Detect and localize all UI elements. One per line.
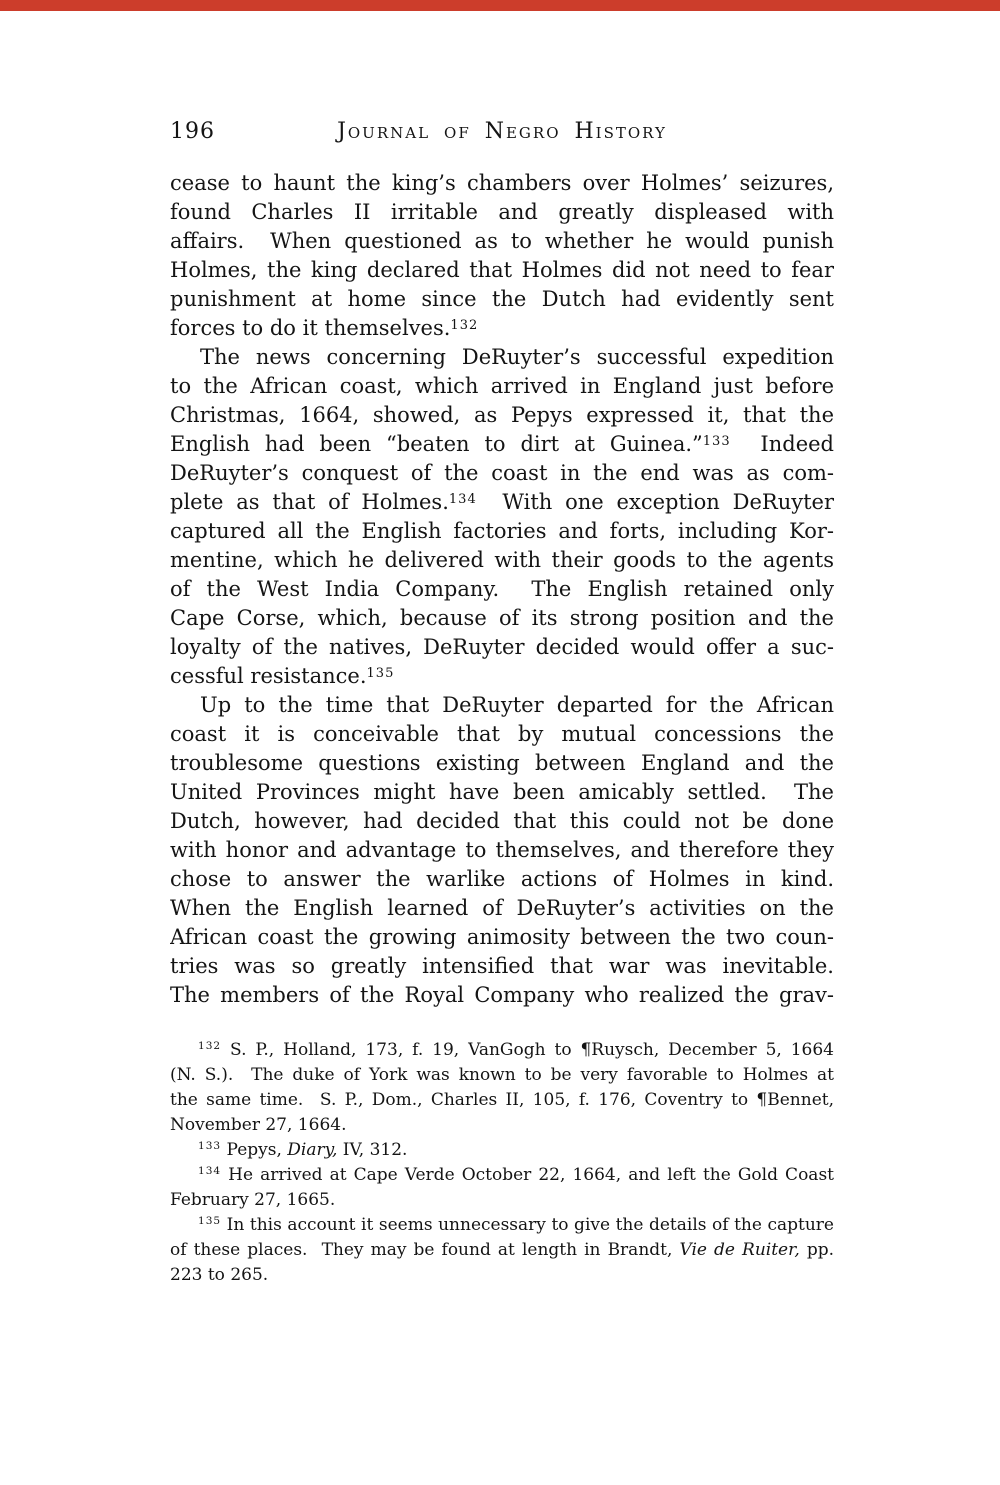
text-line: punishment at home since the Dutch had evidently sent [170,287,834,311]
text-line: troublesome questions existing between England and the [170,751,834,775]
footnote-line: $^{134}$ He arrived at Cape Verde October 22, 1664, and left the Gold Coast [198,1165,834,1185]
text-line: English had been “beaten to dirt at Guinea.”$^{133}$ Indeed [170,432,834,456]
footnote-line: November 27, 1664. [170,1115,347,1135]
paragraph-2 [170,343,834,691]
text-line: plete as that of Holmes.$^{134}$ With one exception DeRuyter [170,490,834,514]
scan-edge-red-bar [0,0,1000,11]
text-line: Up to the time that DeRuyter departed for the African [200,693,834,717]
body-text [170,169,834,1010]
italic-title: Diary, [287,1140,338,1160]
text-line: forces to do it themselves.$^{132}$ [170,316,479,340]
footnote-ref-134: 134 [448,492,477,507]
footnote-135 [170,1213,834,1288]
text-line: captured all the English factories and forts, including Kor- [170,519,834,543]
footnote-line: the same time. S. P., Dom., Charles II, 105, f. 176, Coventry to ¶Bennet, [170,1090,834,1110]
footnote-ref-133: 133 [702,434,731,449]
text-line: loyalty of the natives, DeRuyter decided would offer a suc- [170,635,834,659]
journal-title: Journal of Negro History [337,119,667,144]
running-header [170,119,834,145]
text-line: The members of the Royal Company who realized the grav- [170,983,834,1007]
footnote-line: 223 to 265. [170,1265,269,1285]
text-line: Cape Corse, which, because of its strong position and the [170,606,834,630]
text-line: United Provinces might have been amicably settled. The [170,780,834,804]
text-line: DeRuyter’s conquest of the coast in the end was as com- [170,461,834,485]
text-line: Christmas, 1664, showed, as Pepys expressed it, that the [170,403,834,427]
text-line: The news concerning DeRuyter’s successful expedition [200,345,834,369]
footnote-number: 132 [198,1040,222,1052]
text-line: coast it is conceivable that by mutual concessions the [170,722,834,746]
text-line: found Charles II irritable and greatly displeased with [170,200,834,224]
text-line: to the African coast, which arrived in England just before [170,374,834,398]
text-line: affairs. When questioned as to whether he would punish [170,229,834,253]
footnote-133 [170,1138,834,1163]
footnote-number: 135 [198,1215,222,1227]
footnote-ref-135: 135 [366,666,395,681]
text-line: Dutch, however, had decided that this could not be done [170,809,834,833]
text-line: African coast the growing animosity between the two coun- [170,925,834,949]
paragraph-1 [170,169,834,343]
footnote-line: of these places. They may be found at length in Brandt, Vie de Ruiter, pp. [170,1240,834,1260]
text-line: When the English learned of DeRuyter’s activities on the [170,896,834,920]
footnote-132 [170,1038,834,1138]
text-line: tries was so greatly intensified that war was inevitable. [170,954,834,978]
text-line: chose to answer the warlike actions of Holmes in kind. [170,867,834,891]
paragraph-3 [170,691,834,1010]
footnote-line: February 27, 1665. [170,1190,336,1210]
text-line: Holmes, the king declared that Holmes did not need to fear [170,258,834,282]
text-line: cessful resistance.$^{135}$ [170,664,395,688]
footnote-134 [170,1163,834,1213]
footnote-line: $^{135}$ In this account it seems unnecessary to give the details of the capture [198,1215,834,1235]
text-line: cease to haunt the king’s chambers over Holmes’ seizures, [170,171,834,195]
page-number: 196 [170,119,215,144]
footnote-line: $^{132}$ S. P., Holland, 173, f. 19, VanGogh to ¶Ruysch, December 5, 1664 [198,1040,834,1060]
footnotes-section [170,1038,834,1288]
text-line: mentine, which he delivered with their goods to the agents [170,548,834,572]
text-line: of the West India Company. The English retained only [170,577,834,601]
italic-title: Vie de Ruiter, [679,1240,800,1260]
footnote-number: 134 [198,1165,222,1177]
footnote-number: 133 [198,1140,222,1152]
footnote-line: (N. S.). The duke of York was known to be very favorable to Holmes at [170,1065,834,1085]
text-line: with honor and advantage to themselves, and therefore they [170,838,834,862]
footnote-line: $^{133}$ Pepys, Diary, IV, 312. [198,1140,408,1160]
footnote-ref-132: 132 [450,318,479,333]
